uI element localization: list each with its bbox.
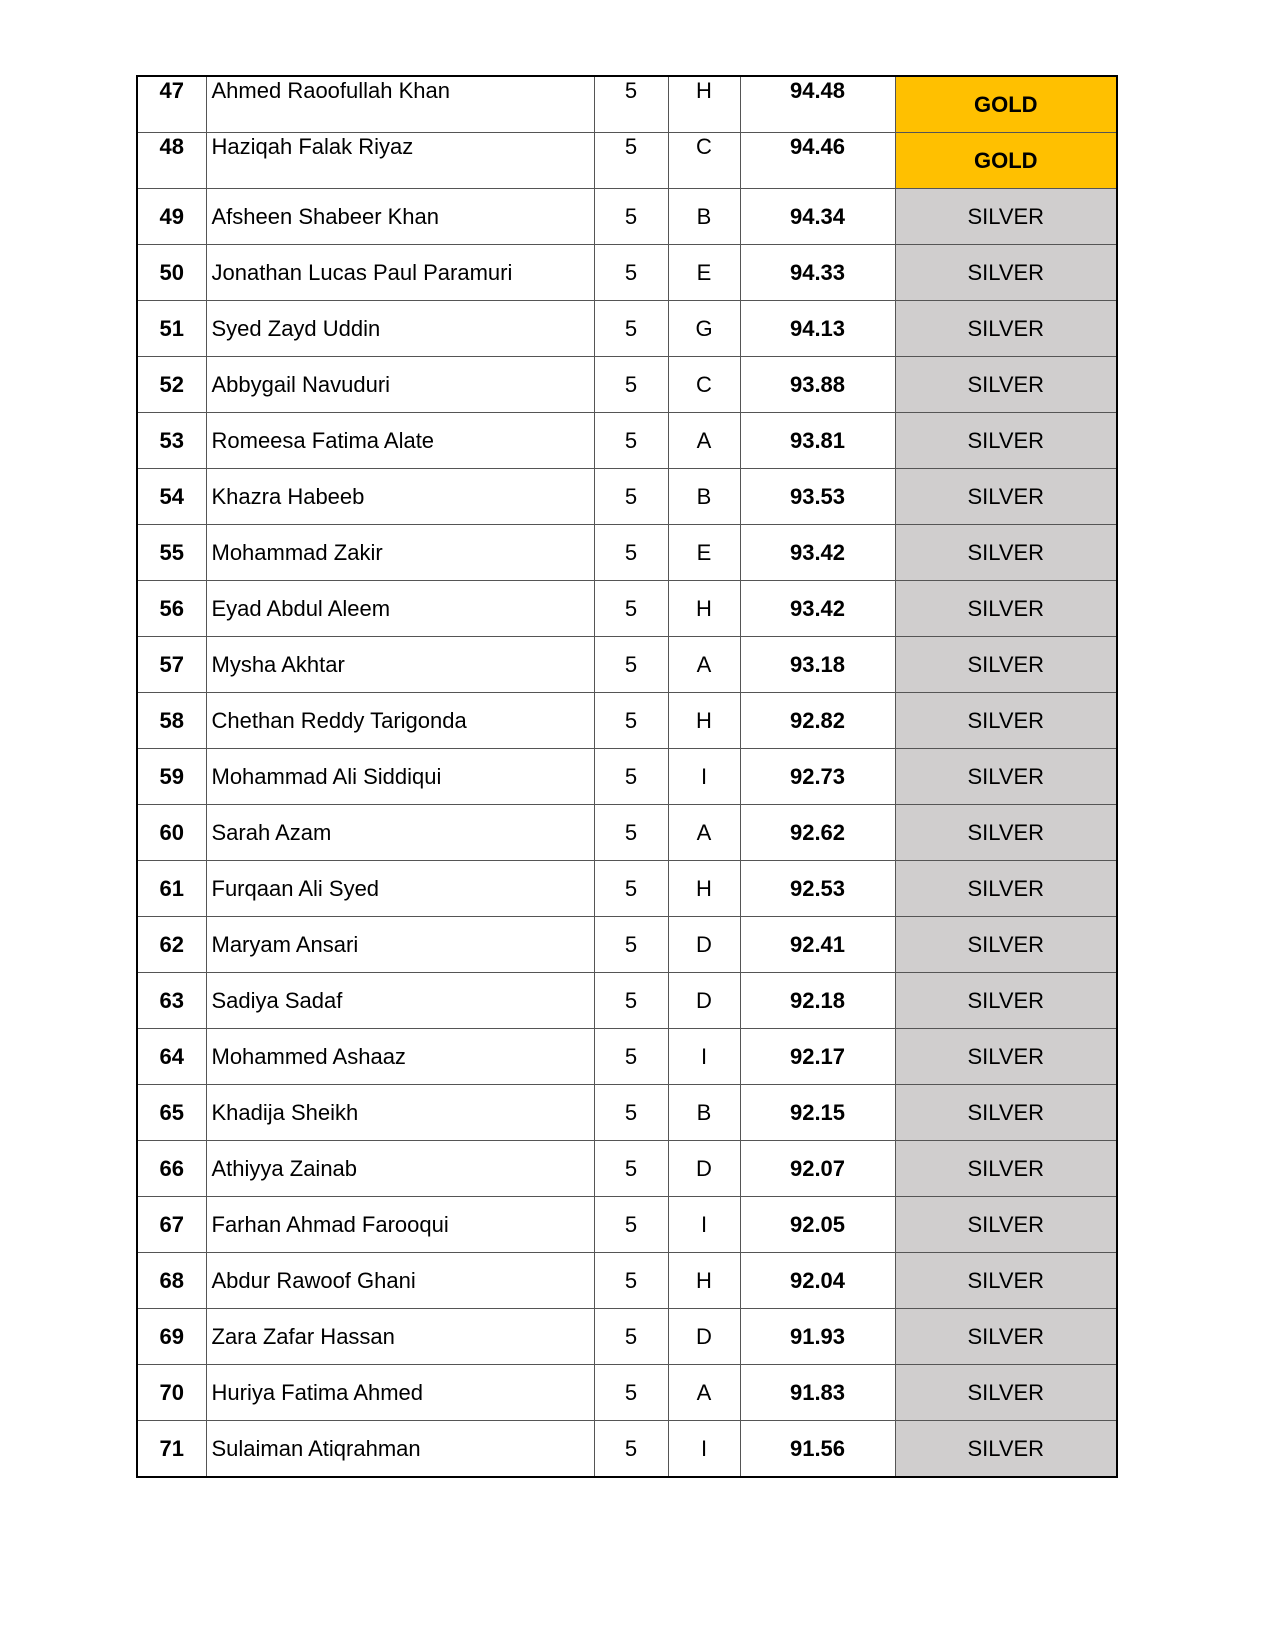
student-name-cell: Haziqah Falak Riyaz xyxy=(206,133,594,189)
score-cell: 94.34 xyxy=(740,189,895,245)
student-name-cell: Farhan Ahmad Farooqui xyxy=(206,1197,594,1253)
class-cell: 5 xyxy=(594,133,668,189)
section-cell: H xyxy=(668,693,740,749)
score-cell: 92.82 xyxy=(740,693,895,749)
medal-cell: SILVER xyxy=(895,245,1117,301)
rank-cell: 57 xyxy=(137,637,206,693)
student-name-cell: Khazra Habeeb xyxy=(206,469,594,525)
class-cell: 5 xyxy=(594,749,668,805)
table-row xyxy=(137,76,1117,133)
table-row xyxy=(137,581,1117,637)
score-cell: 94.13 xyxy=(740,301,895,357)
rank-cell: 58 xyxy=(137,693,206,749)
rank-cell: 52 xyxy=(137,357,206,413)
rank-cell: 63 xyxy=(137,973,206,1029)
medal-cell: SILVER xyxy=(895,357,1117,413)
table-row xyxy=(137,525,1117,581)
score-cell: 94.33 xyxy=(740,245,895,301)
rank-cell: 68 xyxy=(137,1253,206,1309)
medal-cell: SILVER xyxy=(895,301,1117,357)
student-name-cell: Mohammad Zakir xyxy=(206,525,594,581)
class-cell: 5 xyxy=(594,1197,668,1253)
score-cell: 92.62 xyxy=(740,805,895,861)
rank-cell: 71 xyxy=(137,1421,206,1478)
class-cell: 5 xyxy=(594,917,668,973)
class-cell: 5 xyxy=(594,76,668,133)
rank-cell: 55 xyxy=(137,525,206,581)
student-name-cell: Mohammed Ashaaz xyxy=(206,1029,594,1085)
class-cell: 5 xyxy=(594,245,668,301)
medal-cell: SILVER xyxy=(895,1421,1117,1478)
medal-cell: SILVER xyxy=(895,1365,1117,1421)
section-cell: E xyxy=(668,525,740,581)
score-cell: 93.18 xyxy=(740,637,895,693)
section-cell: A xyxy=(668,413,740,469)
student-name-cell: Eyad Abdul Aleem xyxy=(206,581,594,637)
score-cell: 92.15 xyxy=(740,1085,895,1141)
table-row xyxy=(137,693,1117,749)
section-cell: A xyxy=(668,805,740,861)
class-cell: 5 xyxy=(594,1029,668,1085)
score-cell: 92.07 xyxy=(740,1141,895,1197)
student-name-cell: Abdur Rawoof Ghani xyxy=(206,1253,594,1309)
table-row xyxy=(137,917,1117,973)
class-cell: 5 xyxy=(594,301,668,357)
class-cell: 5 xyxy=(594,1253,668,1309)
rank-cell: 50 xyxy=(137,245,206,301)
medal-cell: SILVER xyxy=(895,1085,1117,1141)
section-cell: B xyxy=(668,189,740,245)
student-name-cell: Athiyya Zainab xyxy=(206,1141,594,1197)
student-name-cell: Abbygail Navuduri xyxy=(206,357,594,413)
rank-cell: 64 xyxy=(137,1029,206,1085)
class-cell: 5 xyxy=(594,1421,668,1478)
medal-cell: SILVER xyxy=(895,581,1117,637)
score-cell: 92.73 xyxy=(740,749,895,805)
table-row xyxy=(137,1309,1117,1365)
rank-cell: 65 xyxy=(137,1085,206,1141)
medal-cell: SILVER xyxy=(895,917,1117,973)
score-cell: 92.17 xyxy=(740,1029,895,1085)
score-cell: 92.04 xyxy=(740,1253,895,1309)
table-row xyxy=(137,805,1117,861)
rank-cell: 60 xyxy=(137,805,206,861)
class-cell: 5 xyxy=(594,469,668,525)
student-name-cell: Sarah Azam xyxy=(206,805,594,861)
student-name-cell: Huriya Fatima Ahmed xyxy=(206,1365,594,1421)
table-row xyxy=(137,301,1117,357)
table-row xyxy=(137,749,1117,805)
table-row xyxy=(137,357,1117,413)
table-row xyxy=(137,973,1117,1029)
medal-cell: SILVER xyxy=(895,1309,1117,1365)
student-name-cell: Sulaiman Atiqrahman xyxy=(206,1421,594,1478)
score-cell: 91.93 xyxy=(740,1309,895,1365)
rank-cell: 48 xyxy=(137,133,206,189)
medal-cell: SILVER xyxy=(895,469,1117,525)
section-cell: C xyxy=(668,357,740,413)
section-cell: H xyxy=(668,76,740,133)
student-name-cell: Romeesa Fatima Alate xyxy=(206,413,594,469)
student-name-cell: Syed Zayd Uddin xyxy=(206,301,594,357)
class-cell: 5 xyxy=(594,189,668,245)
score-cell: 93.88 xyxy=(740,357,895,413)
rank-cell: 67 xyxy=(137,1197,206,1253)
medal-cell: GOLD xyxy=(895,76,1117,133)
class-cell: 5 xyxy=(594,973,668,1029)
score-cell: 93.42 xyxy=(740,581,895,637)
student-name-cell: Ahmed Raoofullah Khan xyxy=(206,76,594,133)
section-cell: A xyxy=(668,1365,740,1421)
table-row xyxy=(137,1029,1117,1085)
section-cell: I xyxy=(668,1197,740,1253)
student-name-cell: Sadiya Sadaf xyxy=(206,973,594,1029)
table-row xyxy=(137,1141,1117,1197)
rank-cell: 66 xyxy=(137,1141,206,1197)
score-cell: 94.48 xyxy=(740,76,895,133)
medal-cell: SILVER xyxy=(895,413,1117,469)
score-cell: 92.18 xyxy=(740,973,895,1029)
class-cell: 5 xyxy=(594,525,668,581)
table-row xyxy=(137,413,1117,469)
class-cell: 5 xyxy=(594,413,668,469)
section-cell: G xyxy=(668,301,740,357)
medal-cell: SILVER xyxy=(895,1253,1117,1309)
rank-cell: 69 xyxy=(137,1309,206,1365)
class-cell: 5 xyxy=(594,1085,668,1141)
section-cell: I xyxy=(668,1421,740,1478)
table-row xyxy=(137,637,1117,693)
class-cell: 5 xyxy=(594,805,668,861)
student-name-cell: Mohammad Ali Siddiqui xyxy=(206,749,594,805)
student-name-cell: Zara Zafar Hassan xyxy=(206,1309,594,1365)
table-row xyxy=(137,1421,1117,1478)
score-cell: 92.05 xyxy=(740,1197,895,1253)
section-cell: H xyxy=(668,861,740,917)
class-cell: 5 xyxy=(594,1141,668,1197)
student-name-cell: Furqaan Ali Syed xyxy=(206,861,594,917)
class-cell: 5 xyxy=(594,1309,668,1365)
medal-cell: SILVER xyxy=(895,973,1117,1029)
medal-cell: SILVER xyxy=(895,189,1117,245)
medal-cell: SILVER xyxy=(895,805,1117,861)
section-cell: H xyxy=(668,1253,740,1309)
rank-cell: 62 xyxy=(137,917,206,973)
section-cell: D xyxy=(668,1141,740,1197)
rank-cell: 56 xyxy=(137,581,206,637)
student-name-cell: Afsheen Shabeer Khan xyxy=(206,189,594,245)
table-row xyxy=(137,1197,1117,1253)
student-name-cell: Maryam Ansari xyxy=(206,917,594,973)
section-cell: C xyxy=(668,133,740,189)
results-table-body xyxy=(137,76,1117,1477)
medal-cell: SILVER xyxy=(895,525,1117,581)
table-row xyxy=(137,861,1117,917)
score-cell: 93.42 xyxy=(740,525,895,581)
section-cell: D xyxy=(668,973,740,1029)
rank-cell: 53 xyxy=(137,413,206,469)
section-cell: I xyxy=(668,1029,740,1085)
rank-cell: 47 xyxy=(137,76,206,133)
table-row xyxy=(137,189,1117,245)
class-cell: 5 xyxy=(594,581,668,637)
student-name-cell: Khadija Sheikh xyxy=(206,1085,594,1141)
section-cell: B xyxy=(668,469,740,525)
medal-cell: SILVER xyxy=(895,1141,1117,1197)
student-name-cell: Chethan Reddy Tarigonda xyxy=(206,693,594,749)
rank-cell: 54 xyxy=(137,469,206,525)
score-cell: 93.81 xyxy=(740,413,895,469)
score-cell: 92.41 xyxy=(740,917,895,973)
medal-cell: GOLD xyxy=(895,133,1117,189)
score-cell: 93.53 xyxy=(740,469,895,525)
rank-cell: 70 xyxy=(137,1365,206,1421)
medal-cell: SILVER xyxy=(895,861,1117,917)
section-cell: D xyxy=(668,917,740,973)
class-cell: 5 xyxy=(594,693,668,749)
section-cell: B xyxy=(668,1085,740,1141)
class-cell: 5 xyxy=(594,1365,668,1421)
score-cell: 91.83 xyxy=(740,1365,895,1421)
score-cell: 91.56 xyxy=(740,1421,895,1478)
results-table xyxy=(136,75,1118,1478)
score-cell: 92.53 xyxy=(740,861,895,917)
table-row xyxy=(137,133,1117,189)
rank-cell: 59 xyxy=(137,749,206,805)
rank-cell: 49 xyxy=(137,189,206,245)
class-cell: 5 xyxy=(594,637,668,693)
section-cell: D xyxy=(668,1309,740,1365)
medal-cell: SILVER xyxy=(895,1197,1117,1253)
class-cell: 5 xyxy=(594,861,668,917)
class-cell: 5 xyxy=(594,357,668,413)
table-row xyxy=(137,1253,1117,1309)
rank-cell: 51 xyxy=(137,301,206,357)
section-cell: H xyxy=(668,581,740,637)
student-name-cell: Jonathan Lucas Paul Paramuri xyxy=(206,245,594,301)
medal-cell: SILVER xyxy=(895,1029,1117,1085)
table-row xyxy=(137,245,1117,301)
medal-cell: SILVER xyxy=(895,637,1117,693)
medal-cell: SILVER xyxy=(895,749,1117,805)
section-cell: E xyxy=(668,245,740,301)
student-name-cell: Mysha Akhtar xyxy=(206,637,594,693)
table-row xyxy=(137,1365,1117,1421)
score-cell: 94.46 xyxy=(740,133,895,189)
table-row xyxy=(137,469,1117,525)
section-cell: I xyxy=(668,749,740,805)
section-cell: A xyxy=(668,637,740,693)
rank-cell: 61 xyxy=(137,861,206,917)
medal-cell: SILVER xyxy=(895,693,1117,749)
table-row xyxy=(137,1085,1117,1141)
